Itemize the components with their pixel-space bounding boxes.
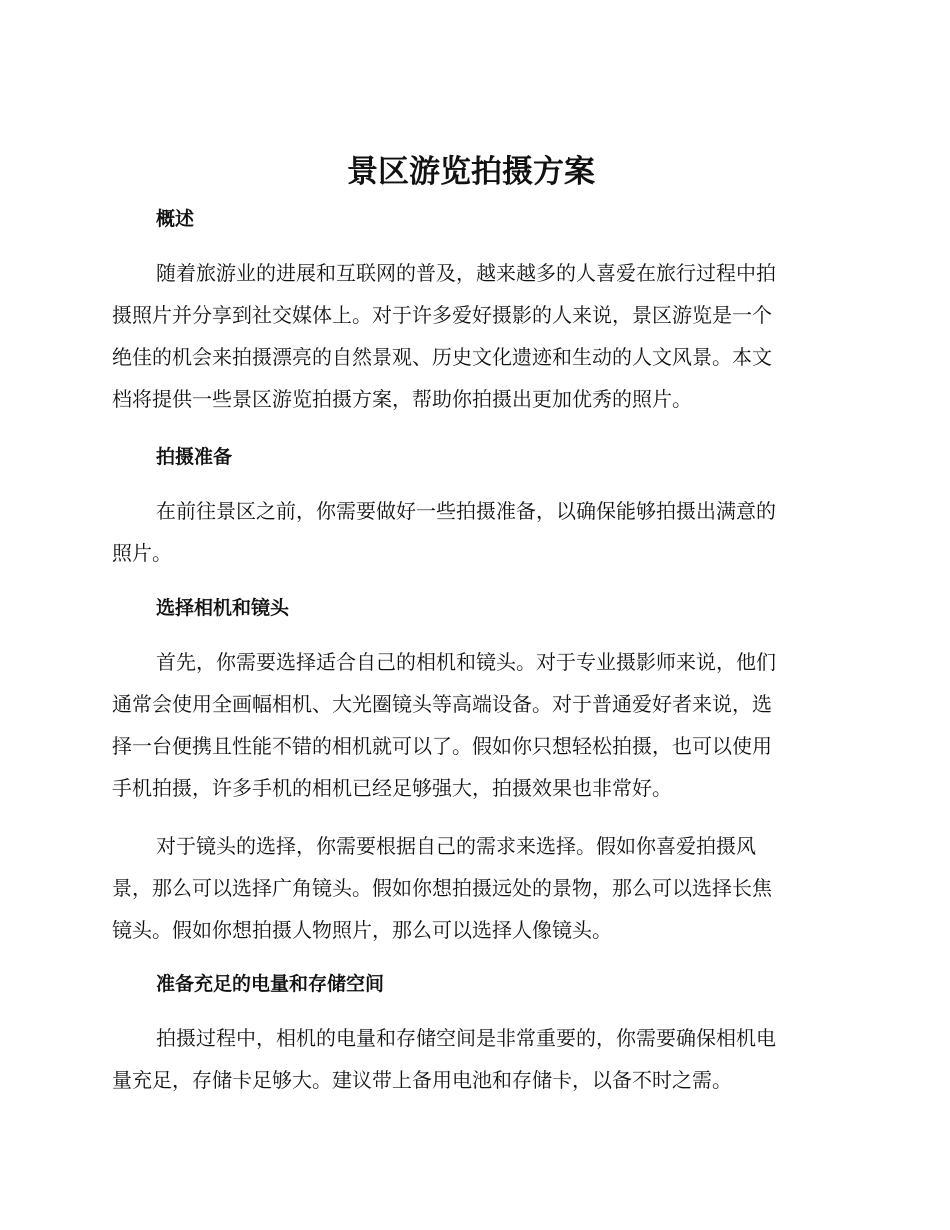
text-line: 拍摄过程中，相机的电量和存储空间是非常重要的，你需要确保相机电 [156, 1026, 776, 1050]
section-heading-preparation: 拍摄准备 [156, 446, 233, 468]
section-heading-power-storage: 准备充足的电量和存储空间 [156, 973, 385, 995]
section-heading-camera-lens: 选择相机和镜头 [156, 597, 290, 619]
text-line: 在前往景区之前，你需要做好一些拍摄准备，以确保能够拍摄出满意的 [156, 499, 776, 523]
text-line: 首先，你需要选择适合自己的相机和镜头。对于专业摄影师来说，他们 [156, 650, 776, 674]
text-line: 镜头。假如你想拍摄人物照片，那么可以选择人像镜头。 [112, 918, 612, 942]
paragraph-power-storage [112, 1017, 830, 1101]
text-line: 照片。 [112, 541, 172, 565]
paragraph-overview [112, 252, 830, 420]
text-line: 档将提供一些景区游览拍摄方案，帮助你拍摄出更加优秀的照片。 [112, 387, 692, 411]
paragraph-camera [112, 641, 830, 809]
text-line: 通常会使用全画幅相机、大光圈镜头等高端设备。对于普通爱好者来说，选 [112, 692, 772, 716]
text-line: 摄照片并分享到社交媒体上。对于许多爱好摄影的人来说，景区游览是一个 [112, 303, 772, 327]
paragraph-preparation [112, 490, 830, 574]
section-heading-overview: 概述 [156, 208, 195, 230]
paragraph-lens [112, 825, 830, 951]
text-line: 随着旅游业的进展和互联网的普及，越来越多的人喜爱在旅行过程中拍 [156, 261, 776, 285]
text-line: 手机拍摄，许多手机的相机已经足够强大，拍摄效果也非常好。 [112, 776, 672, 800]
text-line: 对于镜头的选择，你需要根据自己的需求来选择。假如你喜爱拍摄风 [156, 834, 756, 858]
document-title: 景区游览拍摄方案 [347, 154, 595, 190]
text-line: 绝佳的机会来拍摄漂亮的自然景观、历史文化遗迹和生动的人文风景。本文 [112, 345, 772, 369]
text-line: 景，那么可以选择广角镜头。假如你想拍摄远处的景物，那么可以选择长焦 [112, 876, 772, 900]
text-line: 量充足，存储卡足够大。建议带上备用电池和存储卡，以备不时之需。 [112, 1068, 732, 1092]
text-line: 择一台便携且性能不错的相机就可以了。假如你只想轻松拍摄，也可以使用 [112, 734, 772, 758]
